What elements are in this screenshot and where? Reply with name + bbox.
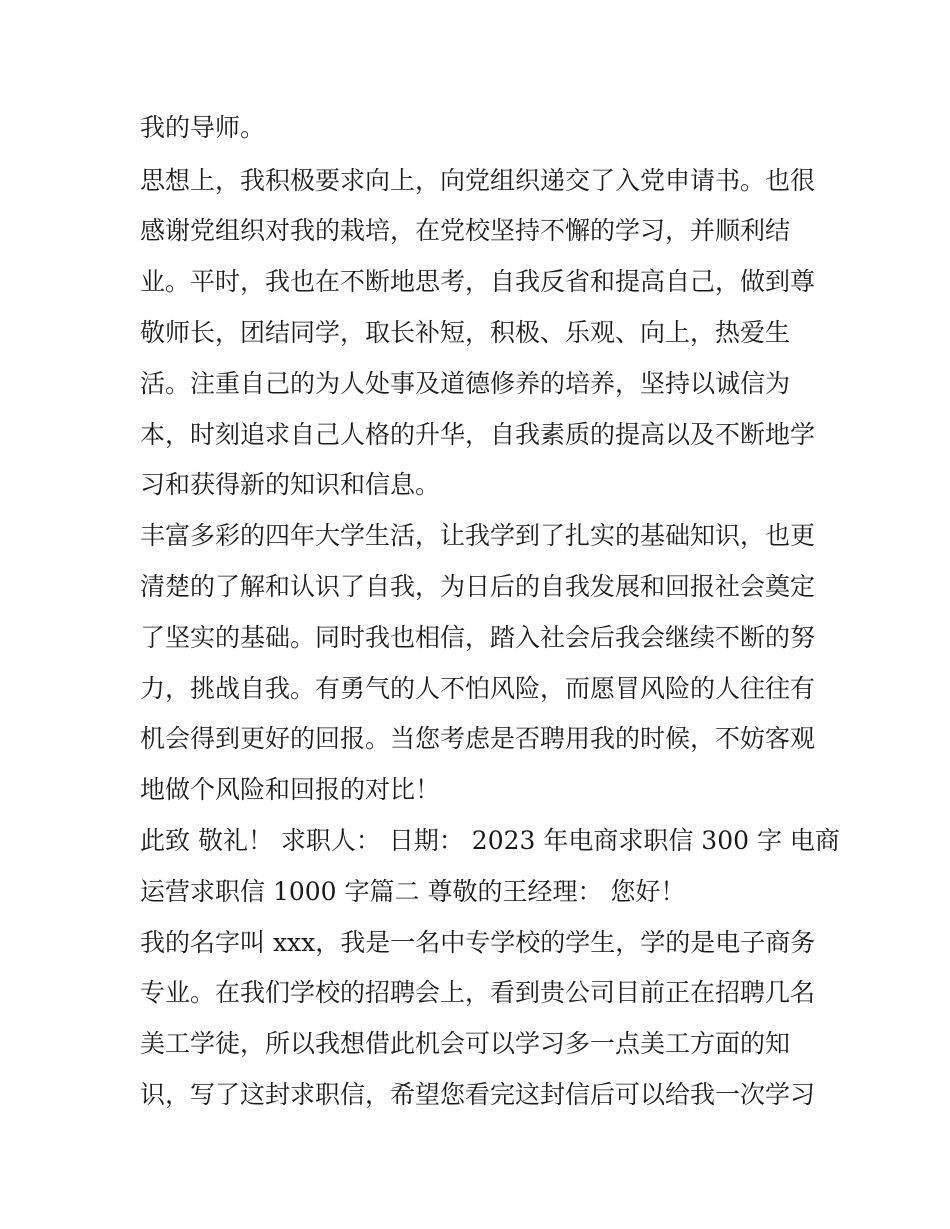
text-line: 清楚的了解和认识了自我，为日后的自我发展和回报社会奠定 [140, 572, 816, 601]
text-line: 我的名字叫 xxx，我是一名中专学校的学生，学的是电子商务 [140, 928, 816, 957]
text-line: 地做个风险和回报的对比！ [140, 775, 441, 804]
text-line: 此致 敬礼！ 求职人： 日期： 2023 年电商求职信 300 字 电商 [140, 826, 840, 855]
text-line: 思想上，我积极要求向上，向党组织递交了入党申请书。也很 [140, 166, 816, 195]
text-line: 丰富多彩的四年大学生活，让我学到了扎实的基础知识，也更 [140, 521, 816, 550]
text-line: 活。注重自己的为人处事及道德修养的培养，坚持以诚信为 [140, 369, 791, 398]
text-line: 了坚实的基础。同时我也相信，踏入社会后我会继续不断的努 [140, 623, 816, 652]
text-line: 习和获得新的知识和信息。 [140, 470, 441, 499]
text-line: 业。平时，我也在不断地思考，自我反省和提高自己，做到尊 [140, 267, 816, 296]
text-line: 力，挑战自我。有勇气的人不怕风险，而愿冒风险的人往往有 [140, 674, 816, 703]
text-line: 运营求职信 1000 字篇二 尊敬的王经理： 您好！ [140, 877, 686, 906]
text-line: 感谢党组织对我的栽培，在党校坚持不懈的学习，并顺利结 [140, 216, 791, 245]
text-line: 专业。在我们学校的招聘会上，看到贵公司目前正在招聘几名 [140, 978, 816, 1007]
text-line: 机会得到更好的回报。当您考虑是否聘用我的时候，不妨客观 [140, 724, 816, 753]
text-line: 识，写了这封求职信，希望您看完这封信后可以给我一次学习 [140, 1080, 816, 1109]
text-line: 我的导师。 [140, 113, 266, 142]
text-line: 敬师长，团结同学，取长补短，积极、乐观、向上，热爱生 [140, 318, 791, 347]
text-line: 美工学徒，所以我想借此机会可以学习多一点美工方面的知 [140, 1029, 791, 1058]
text-line: 本，时刻追求自己人格的升华，自我素质的提高以及不断地学 [140, 420, 816, 449]
